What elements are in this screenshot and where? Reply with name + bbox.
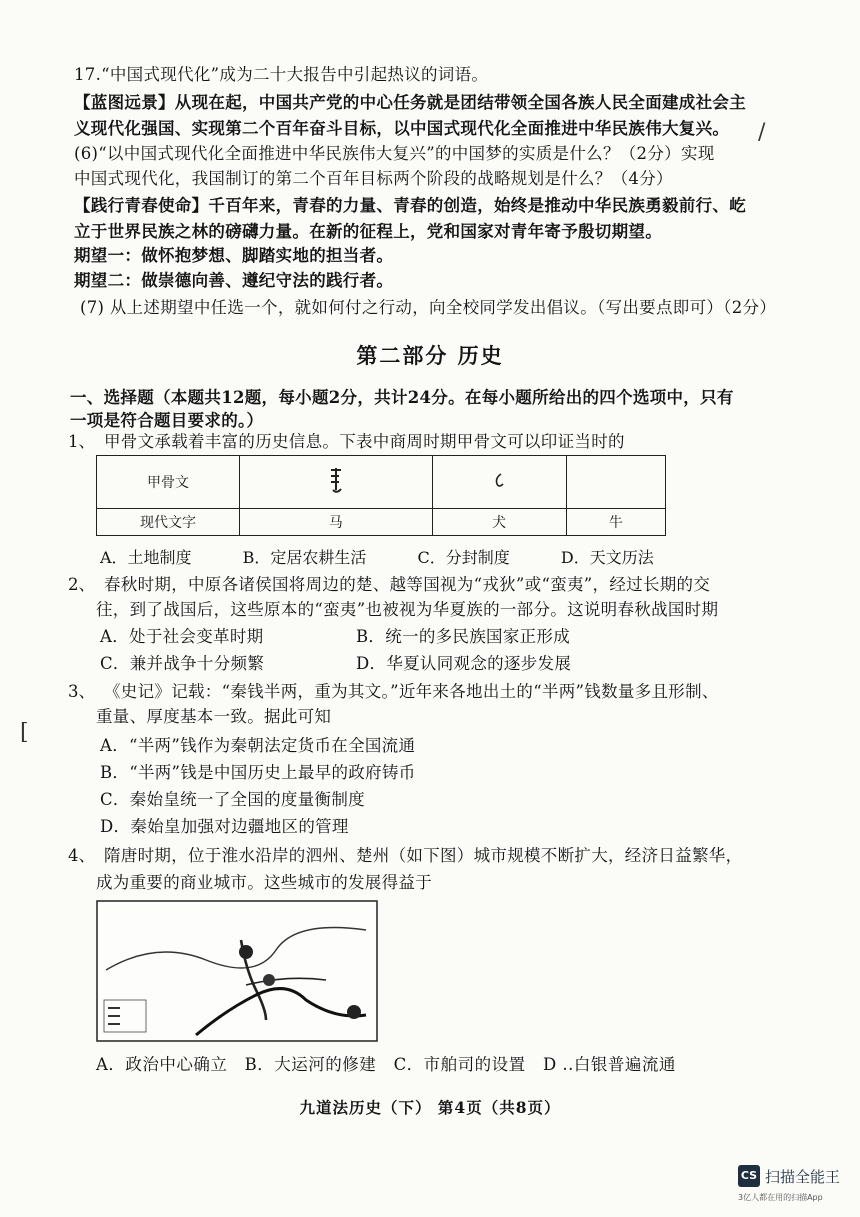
q1-option-a: A．土地制度 <box>100 548 192 567</box>
q4-option-d: D ..白银普遍流通 <box>542 1055 676 1074</box>
q3-number: 3、 <box>68 682 95 701</box>
q3-option-b: B．“半两”钱是中国历史上最早的政府铸币 <box>100 763 416 782</box>
q4-stem-line-1: 隋唐时期，位于淮水沿岸的泗州、楚州（如下图）城市规模不断扩大，经济日益繁华， <box>104 846 743 865</box>
watermark-tagline: 3亿人都在用的扫描App <box>738 1193 823 1202</box>
q2-option-c: C．兼并战争十分频繁 <box>100 654 265 673</box>
q2-option-a: A．处于社会变革时期 <box>100 627 264 646</box>
scan-mark: [ <box>20 720 29 745</box>
q1-stem: 甲骨文承载着丰富的历史信息。下表中商周时期甲骨文可以印证当时的 <box>104 432 625 451</box>
modern-char-horse: 马 <box>240 509 433 536</box>
q4-option-c: C．市舶司的设置 <box>393 1055 526 1074</box>
scanner-watermark <box>738 1165 850 1205</box>
q1-option-c: C．分封制度 <box>417 548 510 567</box>
hope-2: 期望二：做崇德向善、遵纪守法的践行者。 <box>74 271 394 290</box>
watermark-name: 扫描全能王 <box>765 1168 841 1186</box>
q2-option-d: D．华夏认同观念的逐步发展 <box>356 654 572 673</box>
q1-option-d: D．天文历法 <box>560 548 654 567</box>
q1-options <box>100 545 700 568</box>
page-footer: 九道法历史（下） 第4页（共8页） <box>299 1098 561 1117</box>
mcq-header-line-1: 一、选择题（本题共12题，每小题2分，共计24分。在每小题所给出的四个选项中，只有 <box>70 388 734 407</box>
q6-line-2: 中国式现代化，我国制订的第二个百年目标两个阶段的战略规划是什么？（4分） <box>74 169 673 188</box>
q17-intro: 17.“中国式现代化”成为二十大报告中引起热议的词语。 <box>74 65 489 84</box>
q3-stem-line-1: 《史记》记载：“秦钱半两，重为其文。”近年来各地出土的“半两”钱数量多且形制、 <box>104 682 719 701</box>
q6-line-1: (6)“以中国式现代化全面推进中华民族伟大复兴”的中国梦的实质是什么？（2分）实现 <box>74 144 715 163</box>
mission-line-2: 立于世界民族之林的磅礴力量。在新的征程上，党和国家对青年寄予殷切期望。 <box>74 222 662 241</box>
q2-options-row-1 <box>100 626 612 648</box>
oracle-glyph-dog <box>432 456 566 509</box>
q1-option-b: B．定居农耕生活 <box>242 548 367 567</box>
q3-stem-line-2: 重量、厚度基本一致。据此可知 <box>96 707 332 726</box>
q3-option-d: D．秦始皇加强对边疆地区的管理 <box>100 817 349 836</box>
q2-stem-line-1: 春秋时期，中原各诸侯国将周边的楚、越等国视为“戎狄”或“蛮夷”，经过长期的交 <box>104 575 711 594</box>
q4-stem-line-2: 成为重要的商业城市。这些城市的发展得益于 <box>96 873 432 892</box>
row-label-modern: 现代文字 <box>97 509 240 536</box>
oracle-bone-table <box>96 455 666 536</box>
blueprint-line-1: 【蓝图远景】从现在起，中国共产党的中心任务就是团结带领全国各族人民全面建成社会主 <box>74 93 746 112</box>
q7: (7) 从上述期望中任选一个，就如何付之行动，向全校同学发出倡议。（写出要点即可）（2分） <box>80 298 777 317</box>
q2-stem-line-2: 往，到了战国后，这些原本的“蛮夷”也被视为华夏族的一部分。这说明春秋战国时期 <box>96 600 719 619</box>
scan-mark: / <box>758 120 766 145</box>
hope-1: 期望一：做怀抱梦想、脚踏实地的担当者。 <box>74 246 394 265</box>
oracle-glyph-horse <box>240 456 433 509</box>
q2-option-b: B．统一的多民族国家正形成 <box>356 627 571 646</box>
blueprint-line-2: 义现代化强国、实现第二个百年奋斗目标，以中国式现代化全面推进中华民族伟大复兴。 <box>74 119 730 138</box>
q4-option-b: B．大运河的修建 <box>244 1055 377 1074</box>
huai-river-map <box>96 900 378 1042</box>
q4-number: 4、 <box>68 846 95 865</box>
section-title: 第二部分 历史 <box>356 343 504 368</box>
q3-option-a: A．“半两”钱作为秦朝法定货币在全国流通 <box>100 736 416 755</box>
modern-char-ox: 牛 <box>566 509 665 536</box>
q2-number: 2、 <box>68 575 95 594</box>
dog-glyph-icon <box>489 468 509 492</box>
q1-number: 1、 <box>68 432 95 451</box>
q3-option-c: C．秦始皇统一了全国的度量衡制度 <box>100 790 365 809</box>
row-label-oracle: 甲骨文 <box>97 456 240 509</box>
mission-line-1: 【践行青春使命】千百年来，青春的力量、青春的创造，始终是推动中华民族勇毅前行、屹 <box>74 196 746 215</box>
horse-glyph-icon <box>321 464 351 496</box>
q4-options <box>96 1054 676 1076</box>
q2-options-row-2 <box>100 653 612 675</box>
q4-option-a: A．政治中心确立 <box>96 1055 228 1074</box>
modern-char-dog: 犬 <box>432 509 566 536</box>
oracle-glyph-ox <box>566 456 665 509</box>
mcq-header-line-2: 一项是符合题目要求的。） <box>70 411 264 430</box>
cs-logo-icon: CS <box>738 1165 760 1187</box>
